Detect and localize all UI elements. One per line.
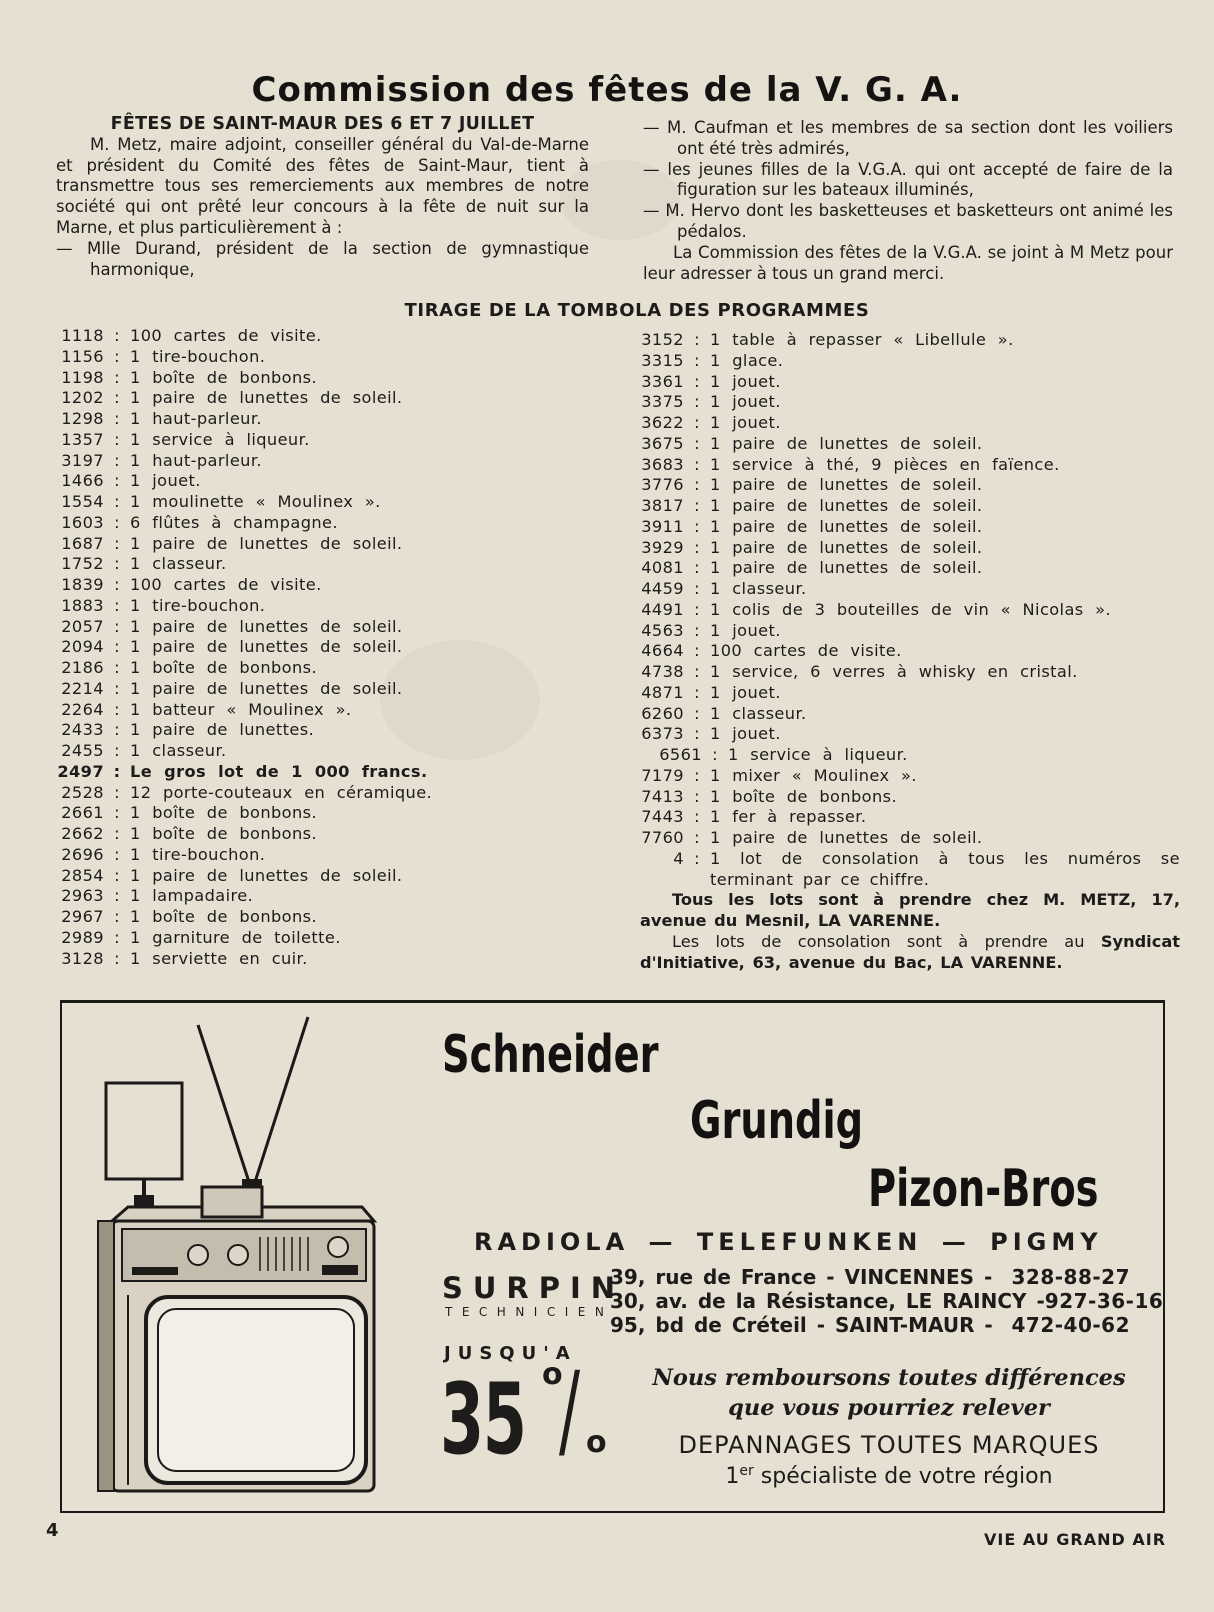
tombola-title: TIRAGE DE LA TOMBOLA DES PROGRAMMES [404,300,870,321]
separator: : [114,782,120,802]
prize: 1 mixer « Moulinex ». [710,765,917,785]
article-intro-right [643,118,1173,284]
prize: 1 serviette en cuir. [130,948,308,968]
dealer-role: TECHNICIEN [445,1305,614,1319]
page-number: 4 [46,1520,59,1541]
ticket-number: 4871 [641,682,684,702]
tombola-row [54,824,614,845]
ticket-number: 2696 [61,844,104,864]
separator: : [694,599,700,619]
ticket-number: 1839 [61,575,104,594]
ticket-number: 2662 [61,824,104,843]
ticket-number: 7760 [641,828,684,847]
ticket-number: 3817 [641,496,684,515]
separator: : [694,641,700,661]
ticket-number: 3128 [61,948,104,968]
store-address-row [610,1265,1130,1289]
tombola-row [640,413,1180,434]
tombola-row [54,866,614,887]
prize: 1 lot de consolation à tous les numéros se terminant par ce chiffre. [710,848,1180,889]
ticket-number: 2214 [61,678,104,698]
ticket-number: 1298 [61,409,104,428]
prize: 1 boîte de bonbons. [130,824,318,843]
separator: : [114,741,120,760]
prize: 1 glace. [710,350,784,370]
article-intro-text: M. Metz, maire adjoint, conseiller général du Val-de-Marne et président du Comité des fêtes de Saint-Maur, tient à transmettre tous ses remerciements aux membres de notre société qui ont prêté leur concours à la fête de nuit sur la Marne, et plus particulièrement à : [56,134,589,237]
tombola-row [640,372,1180,393]
separator: : [114,450,120,470]
tombola-row [640,828,1180,849]
prize: 1 jouet. [130,471,201,491]
discount-value: 35 [440,1363,526,1477]
store-addresses [610,1265,1164,1337]
tombola-row [640,475,1180,496]
prize: 1 service à thé, 9 pièces en faïence. [710,454,1060,474]
ticket-number: 4459 [641,579,684,598]
ticket-number: 3675 [641,433,684,453]
ticket-number: 4738 [641,662,684,681]
separator: : [114,927,120,947]
ticket-number: 1554 [61,492,104,511]
tombola-row [54,679,614,700]
prize: 1 lampadaire. [130,886,254,906]
separator: : [114,429,120,449]
ticket-number: 1752 [61,554,104,574]
ticket-number: 1198 [61,367,104,387]
discount-upto-label: JUSQU'A [444,1343,577,1364]
prize: 1 jouet. [710,682,781,702]
prize: 1 table à repasser « Libellule ». [710,330,1014,349]
separator: : [114,575,120,594]
consolation-note [640,932,1180,974]
separator: : [694,558,700,578]
ticket-number: 7413 [641,786,684,806]
ticket-number: 6373 [641,724,684,744]
brand-pizon-bros: Pizon-Bros [868,1159,1099,1219]
separator: : [694,848,700,868]
specialist-text [644,1463,1134,1489]
page-title: Commission des fêtes de la V. G. A. [251,70,963,110]
separator: : [694,433,700,453]
ticket-number: 3776 [641,475,684,495]
tombola-row [54,534,614,555]
pickup-note [640,890,1180,932]
separator: : [114,409,120,428]
prize: 1 jouet. [710,724,781,744]
ticket-number: 2455 [61,741,104,760]
tombola-row [640,662,1180,683]
tombola-row [54,617,614,638]
thanks-item: — M. Caufman et les membres de sa section dont les voiliers ont été très admirés, [643,118,1173,158]
ticket-number: 4563 [641,620,684,640]
ticket-number: 2264 [61,699,104,719]
thanks-item: — Mlle Durand, président de la section de gymnastique harmonique, [56,238,589,279]
separator: : [694,371,700,391]
prize: 1 paire de lunettes de soleil. [710,433,983,453]
prize: 1 haut-parleur. [130,450,262,470]
tombola-row [54,513,614,534]
ticket-number: 3683 [641,454,684,474]
separator: : [694,516,700,536]
brand-schneider: Schneider [442,1025,659,1085]
tombola-row [54,596,614,617]
prize: 1 batteur « Moulinex ». [130,699,352,719]
tombola-row [54,845,614,866]
separator: : [114,907,120,926]
thanks-item: — M. Hervo dont les basketteuses et basketteurs ont animé les pédalos. [643,201,1173,241]
specialist-label: spécialiste de votre région [760,1464,1053,1489]
separator: : [694,682,700,702]
tombola-row [640,766,1180,787]
repairs-text: DEPANNAGES TOUTES MARQUES [678,1431,1100,1459]
separator: : [114,388,120,408]
separator: : [694,579,700,598]
tombola-row [54,928,614,949]
tombola-row [54,949,614,970]
separator: : [694,454,700,474]
prize: 1 boîte de bonbons. [130,907,318,926]
separator: : [114,512,120,532]
tombola-row [54,637,614,658]
tombola-row [54,803,614,824]
tombola-row [54,783,614,804]
tombola-row [54,430,614,451]
prize: 1 service à liqueur. [130,429,310,449]
prize: 1 garniture de toilette. [130,927,341,947]
ticket-number: 3375 [641,392,684,412]
ticket-number: 2057 [61,616,104,636]
ticket-number: 2497 [57,761,104,781]
separator: : [694,662,700,681]
separator: : [694,496,700,515]
prize: 1 colis de 3 bouteilles de vin « Nicolas ». [710,599,1111,619]
separator: : [113,761,121,781]
ticket-number: 4491 [641,599,684,619]
separator: : [114,616,120,636]
prize: 1 paire de lunettes de soleil. [130,533,403,553]
advertisement [60,1001,1165,1513]
ticket-number: 7443 [641,807,684,827]
tombola-row [640,496,1180,517]
prize: 100 cartes de visite. [130,326,322,345]
ticket-number: 2963 [61,886,104,906]
ticket-number: 2967 [61,907,104,926]
specialist-superscript: er [739,1463,754,1479]
tombola-row [54,907,614,928]
tombola-row [640,455,1180,476]
tombola-row [54,700,614,721]
ticket-number: 2186 [61,658,104,677]
separator: : [114,678,120,698]
separator: : [694,620,700,640]
prize: 1 jouet. [710,371,781,391]
tombola-row [54,388,614,409]
tombola-row [640,434,1180,455]
separator: : [114,699,120,719]
ticket-number: 2528 [61,782,104,802]
prize: 1 paire de lunettes de soleil. [710,828,983,847]
prize: 1 paire de lunettes de soleil. [130,678,403,698]
pickup-note-text: Tous les lots sont à prendre chez M. METZ, 17, avenue du Mesnil, LA VARENNE. [640,890,1180,930]
prize: 1 boîte de bonbons. [710,786,898,806]
consolation-row [640,849,1180,891]
ticket-number: 2661 [61,803,104,823]
ticket-number: 3315 [641,350,684,370]
tombola-row [54,720,614,741]
prize: 6 flûtes à champagne. [130,512,338,532]
separator: : [694,807,700,827]
prize: 100 cartes de visite. [710,641,902,661]
ticket-number: 3911 [641,516,684,536]
ticket-number: 6260 [641,703,684,723]
prize: 1 service à liqueur. [728,745,908,764]
percent-o-top: o [542,1357,563,1392]
prize: 1 tire-bouchon. [130,346,266,366]
separator: : [694,350,700,370]
prize: 1 classeur. [130,741,227,760]
prize: 1 tire-bouchon. [130,844,266,864]
dealer-name: SURPIN [442,1271,626,1305]
separator: : [694,537,700,557]
tombola-row [54,741,614,762]
store-address: 39, rue de France - VINCENNES - [610,1265,993,1289]
ticket-number: 3929 [641,537,684,557]
ticket-number: 6561 [659,745,702,764]
prize: 1 paire de lunettes de soleil. [710,537,983,557]
tombola-row [640,641,1180,662]
prize: 1 haut-parleur. [130,409,262,428]
tombola-row [54,554,614,575]
prize: 1 paire de lunettes de soleil. [130,616,403,636]
separator: : [114,492,120,511]
ticket-number: 1357 [61,429,104,449]
tombola-row [54,492,614,513]
ticket-number: 4664 [641,641,684,661]
prize: 1 jouet. [710,413,781,432]
prize: 1 paire de lunettes de soleil. [710,496,983,515]
tombola-row [640,704,1180,725]
prize: 1 jouet. [710,392,781,412]
store-address: 30, av. de la Résistance, LE RAINCY - [610,1289,1045,1313]
prize: 1 tire-bouchon. [130,595,266,615]
tombola-row [640,621,1180,642]
other-brands: RADIOLA — TELEFUNKEN — PIGMY [474,1228,1103,1256]
article-subtitle: FÊTES DE SAINT-MAUR DES 6 ET 7 JUILLET [110,114,535,134]
prize: 1 classeur. [130,554,227,574]
separator: : [114,844,120,864]
store-address-row [610,1313,1130,1337]
ticket-number: 3152 [641,330,684,349]
tombola-row [54,326,614,347]
tombola-list-right [640,330,1180,973]
ticket-number: 1883 [61,595,104,615]
tombola-row [54,409,614,430]
ticket-number: 2989 [61,927,104,947]
tombola-row [54,451,614,472]
tombola-row [54,471,614,492]
separator: : [694,765,700,785]
consolation-note-text: Les lots de consolation sont à prendre au [672,931,1101,951]
ticket-number: 1687 [61,533,104,553]
prize: 1 classeur. [710,703,807,723]
magazine-name: VIE AU GRAND AIR [984,1530,1167,1549]
separator: : [114,367,120,387]
tombola-row [640,351,1180,372]
ticket-number: 1603 [61,512,104,532]
store-phone: 472-40-62 [1011,1313,1130,1337]
prize: 1 paire de lunettes de soleil. [710,475,983,495]
separator: : [114,865,120,885]
prize: Le gros lot de 1 000 francs. [130,761,428,781]
separator: : [694,392,700,412]
prize: 1 paire de lunettes. [130,720,315,740]
separator: : [114,533,120,553]
ticket-number: 1466 [61,471,104,491]
separator: : [114,720,120,740]
separator: : [114,886,120,906]
store-phone: 328-88-27 [1011,1265,1130,1289]
separator: : [694,828,700,847]
percent-o-bottom: o [586,1425,607,1460]
separator: : [694,703,700,723]
ticket-number: 7179 [641,765,684,785]
prize: 1 moulinette « Moulinex ». [130,492,381,511]
prize: 1 service, 6 verres à whisky en cristal. [710,662,1078,681]
separator: : [114,637,120,657]
prize: 1 paire de lunettes de soleil. [130,388,403,408]
separator: : [114,554,120,574]
tombola-row [640,745,1180,766]
tombola-row [54,658,614,679]
consolation-note-place: Syndicat d'Initiative, 63, avenue du Bac, LA VARENNE. [640,931,1180,972]
store-phone: 927-36-16 [1044,1289,1164,1313]
separator: : [114,658,120,677]
ticket-number: 1118 [61,326,104,345]
separator: : [114,346,120,366]
prize: 1 boîte de bonbons. [130,658,318,677]
refund-promise: Nous remboursons toutes différences que vous pourriez relever [652,1365,1126,1421]
ticket-number: 4 [673,848,684,868]
separator: : [114,824,120,843]
ticket-number: 4081 [641,558,684,578]
separator: : [694,786,700,806]
separator: : [694,330,700,349]
tombola-row [640,517,1180,538]
prize: 1 boîte de bonbons. [130,803,318,823]
tombola-row [54,575,614,596]
tombola-row [640,724,1180,745]
separator: : [694,724,700,744]
ticket-number: 3622 [641,413,684,432]
separator: : [114,948,120,968]
tombola-row [640,683,1180,704]
prize: 1 paire de lunettes de soleil. [130,865,403,885]
ticket-number: 2094 [61,637,104,657]
tombola-row [640,330,1180,351]
separator: : [694,475,700,495]
ticket-number: 2433 [61,720,104,740]
ticket-number: 1202 [61,388,104,408]
separator: : [114,326,120,345]
percent-slash: / [559,1349,581,1471]
prize: 12 porte-couteaux en céramique. [130,782,433,802]
prize: 1 paire de lunettes de soleil. [710,558,983,578]
ticket-number: 3361 [641,371,684,391]
tombola-row [54,762,614,783]
ticket-number: 3197 [61,450,104,470]
article-closing: La Commission des fêtes de la V.G.A. se joint à M Metz pour leur adresser à tous un grand merci. [643,242,1173,283]
television-illustration [92,1015,402,1495]
brand-grundig: Grundig [690,1091,864,1151]
prize: 1 paire de lunettes de soleil. [130,637,403,657]
separator: : [712,745,718,764]
tombola-row [640,787,1180,808]
prize: 100 cartes de visite. [130,575,322,594]
separator: : [114,595,120,615]
prize: 1 boîte de bonbons. [130,367,318,387]
tombola-row [54,886,614,907]
separator: : [694,413,700,432]
prize: 1 fer à repasser. [710,807,867,827]
store-address: 95, bd de Créteil - SAINT-MAUR - [610,1313,993,1337]
tombola-row [640,600,1180,621]
separator: : [114,803,120,823]
store-address-row [610,1289,1164,1313]
tombola-list-left [54,326,614,969]
ticket-number: 1156 [61,346,104,366]
thanks-item: — les jeunes filles de la V.G.A. qui ont accepté de faire de la figuration sur les bateaux illuminés, [643,159,1173,200]
tombola-row [640,807,1180,828]
tombola-row [640,558,1180,579]
separator: : [114,471,120,491]
tombola-row [54,368,614,389]
ticket-number: 2854 [61,865,104,885]
tombola-row [640,538,1180,559]
tombola-row [54,347,614,368]
prize: 1 classeur. [710,579,807,598]
tombola-row [640,392,1180,413]
article-intro-left [56,114,589,280]
specialist-number: 1 [725,1464,740,1489]
prize: 1 jouet. [710,620,781,640]
prize: 1 paire de lunettes de soleil. [710,516,983,536]
tombola-row [640,579,1180,600]
